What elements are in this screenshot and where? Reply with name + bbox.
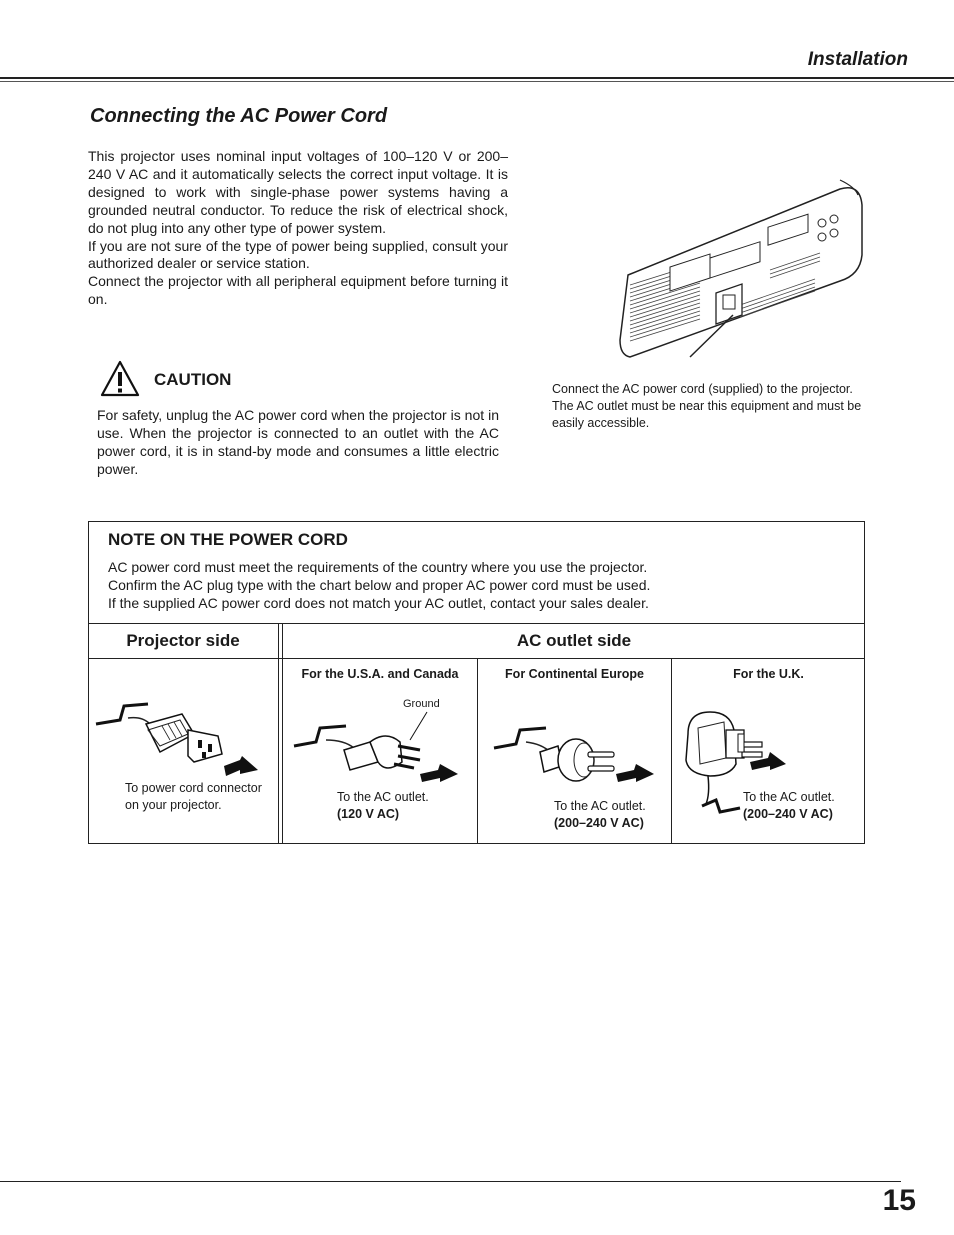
footer-rule xyxy=(0,1181,901,1182)
intro-paragraph: This projector uses nominal input voltages of 100–120 V or 200–240 V AC and it automatically selects the correct input voltage. It is designed to work with single-phase power systems having a grounded neutral conductor. To reduce the risk of electrical shock, do not plug into any other type of power system. xyxy=(88,148,508,236)
table-divider xyxy=(671,658,672,844)
projector-connector-illustration xyxy=(92,700,262,780)
note-line: If the supplied AC power cord does not match your AC outlet, contact your sales dealer. xyxy=(108,595,649,611)
projector-rear-illustration xyxy=(590,175,870,385)
note-line: Confirm the AC plug type with the chart below and proper AC power cord must be used. xyxy=(108,577,651,593)
section-name: Installation xyxy=(807,49,908,70)
uk-caption-text: To the AC outlet. xyxy=(743,790,835,804)
projector-side-heading: Projector side xyxy=(126,631,240,650)
warning-icon xyxy=(100,360,140,397)
uk-heading: For the U.K. xyxy=(733,667,804,681)
europe-heading: For Continental Europe xyxy=(505,667,644,681)
europe-caption xyxy=(554,798,646,831)
usa-plug-illustration xyxy=(290,712,470,792)
usa-voltage: (120 V AC) xyxy=(337,806,400,821)
ground-label: Ground xyxy=(403,698,440,710)
usa-caption-text: To the AC outlet. xyxy=(337,790,429,804)
projector-caption xyxy=(552,381,862,432)
table-divider xyxy=(278,623,279,844)
caution-heading: CAUTION xyxy=(154,370,232,389)
intro-text xyxy=(88,148,508,309)
intro-paragraph: If you are not sure of the type of power being supplied, consult your authorized dealer or service station. xyxy=(88,237,508,272)
caution-text: For safety, unplug the AC power cord when the projector is not in use. When the projector is connected to an outlet with the AC power cord, it is in stand-by mode and consumes a little electric power. xyxy=(97,407,499,477)
uk-voltage: (200–240 V AC) xyxy=(743,806,833,821)
table-divider xyxy=(282,623,283,844)
note-heading: NOTE ON THE POWER CORD xyxy=(108,530,348,549)
caption-line: The AC outlet must be near this equipment and must be easily accessible. xyxy=(552,399,862,430)
header-rule xyxy=(0,77,954,79)
page-title: Connecting the AC Power Cord xyxy=(90,105,388,127)
usa-heading: For the U.S.A. and Canada xyxy=(301,667,459,681)
note-line: AC power cord must meet the requirements of the country where you use the projector. xyxy=(108,559,648,575)
intro-paragraph: Connect the projector with all peripheral equipment before turning it on. xyxy=(88,273,508,308)
note-text xyxy=(108,558,650,612)
page-number: 15 xyxy=(882,1184,916,1217)
caption-line: Connect the AC power cord (supplied) to the projector. xyxy=(552,382,853,396)
usa-caption xyxy=(337,789,429,822)
europe-voltage: (200–240 V AC) xyxy=(554,815,644,830)
projector-connector-caption: To power cord connector on your projector. xyxy=(125,781,262,812)
table-rule xyxy=(88,623,865,624)
header-rule-thin xyxy=(0,81,954,82)
europe-caption-text: To the AC outlet. xyxy=(554,799,646,813)
uk-caption xyxy=(743,789,835,822)
outlet-side-heading: AC outlet side xyxy=(516,631,632,650)
table-divider xyxy=(477,658,478,844)
europe-plug-illustration xyxy=(490,722,665,802)
